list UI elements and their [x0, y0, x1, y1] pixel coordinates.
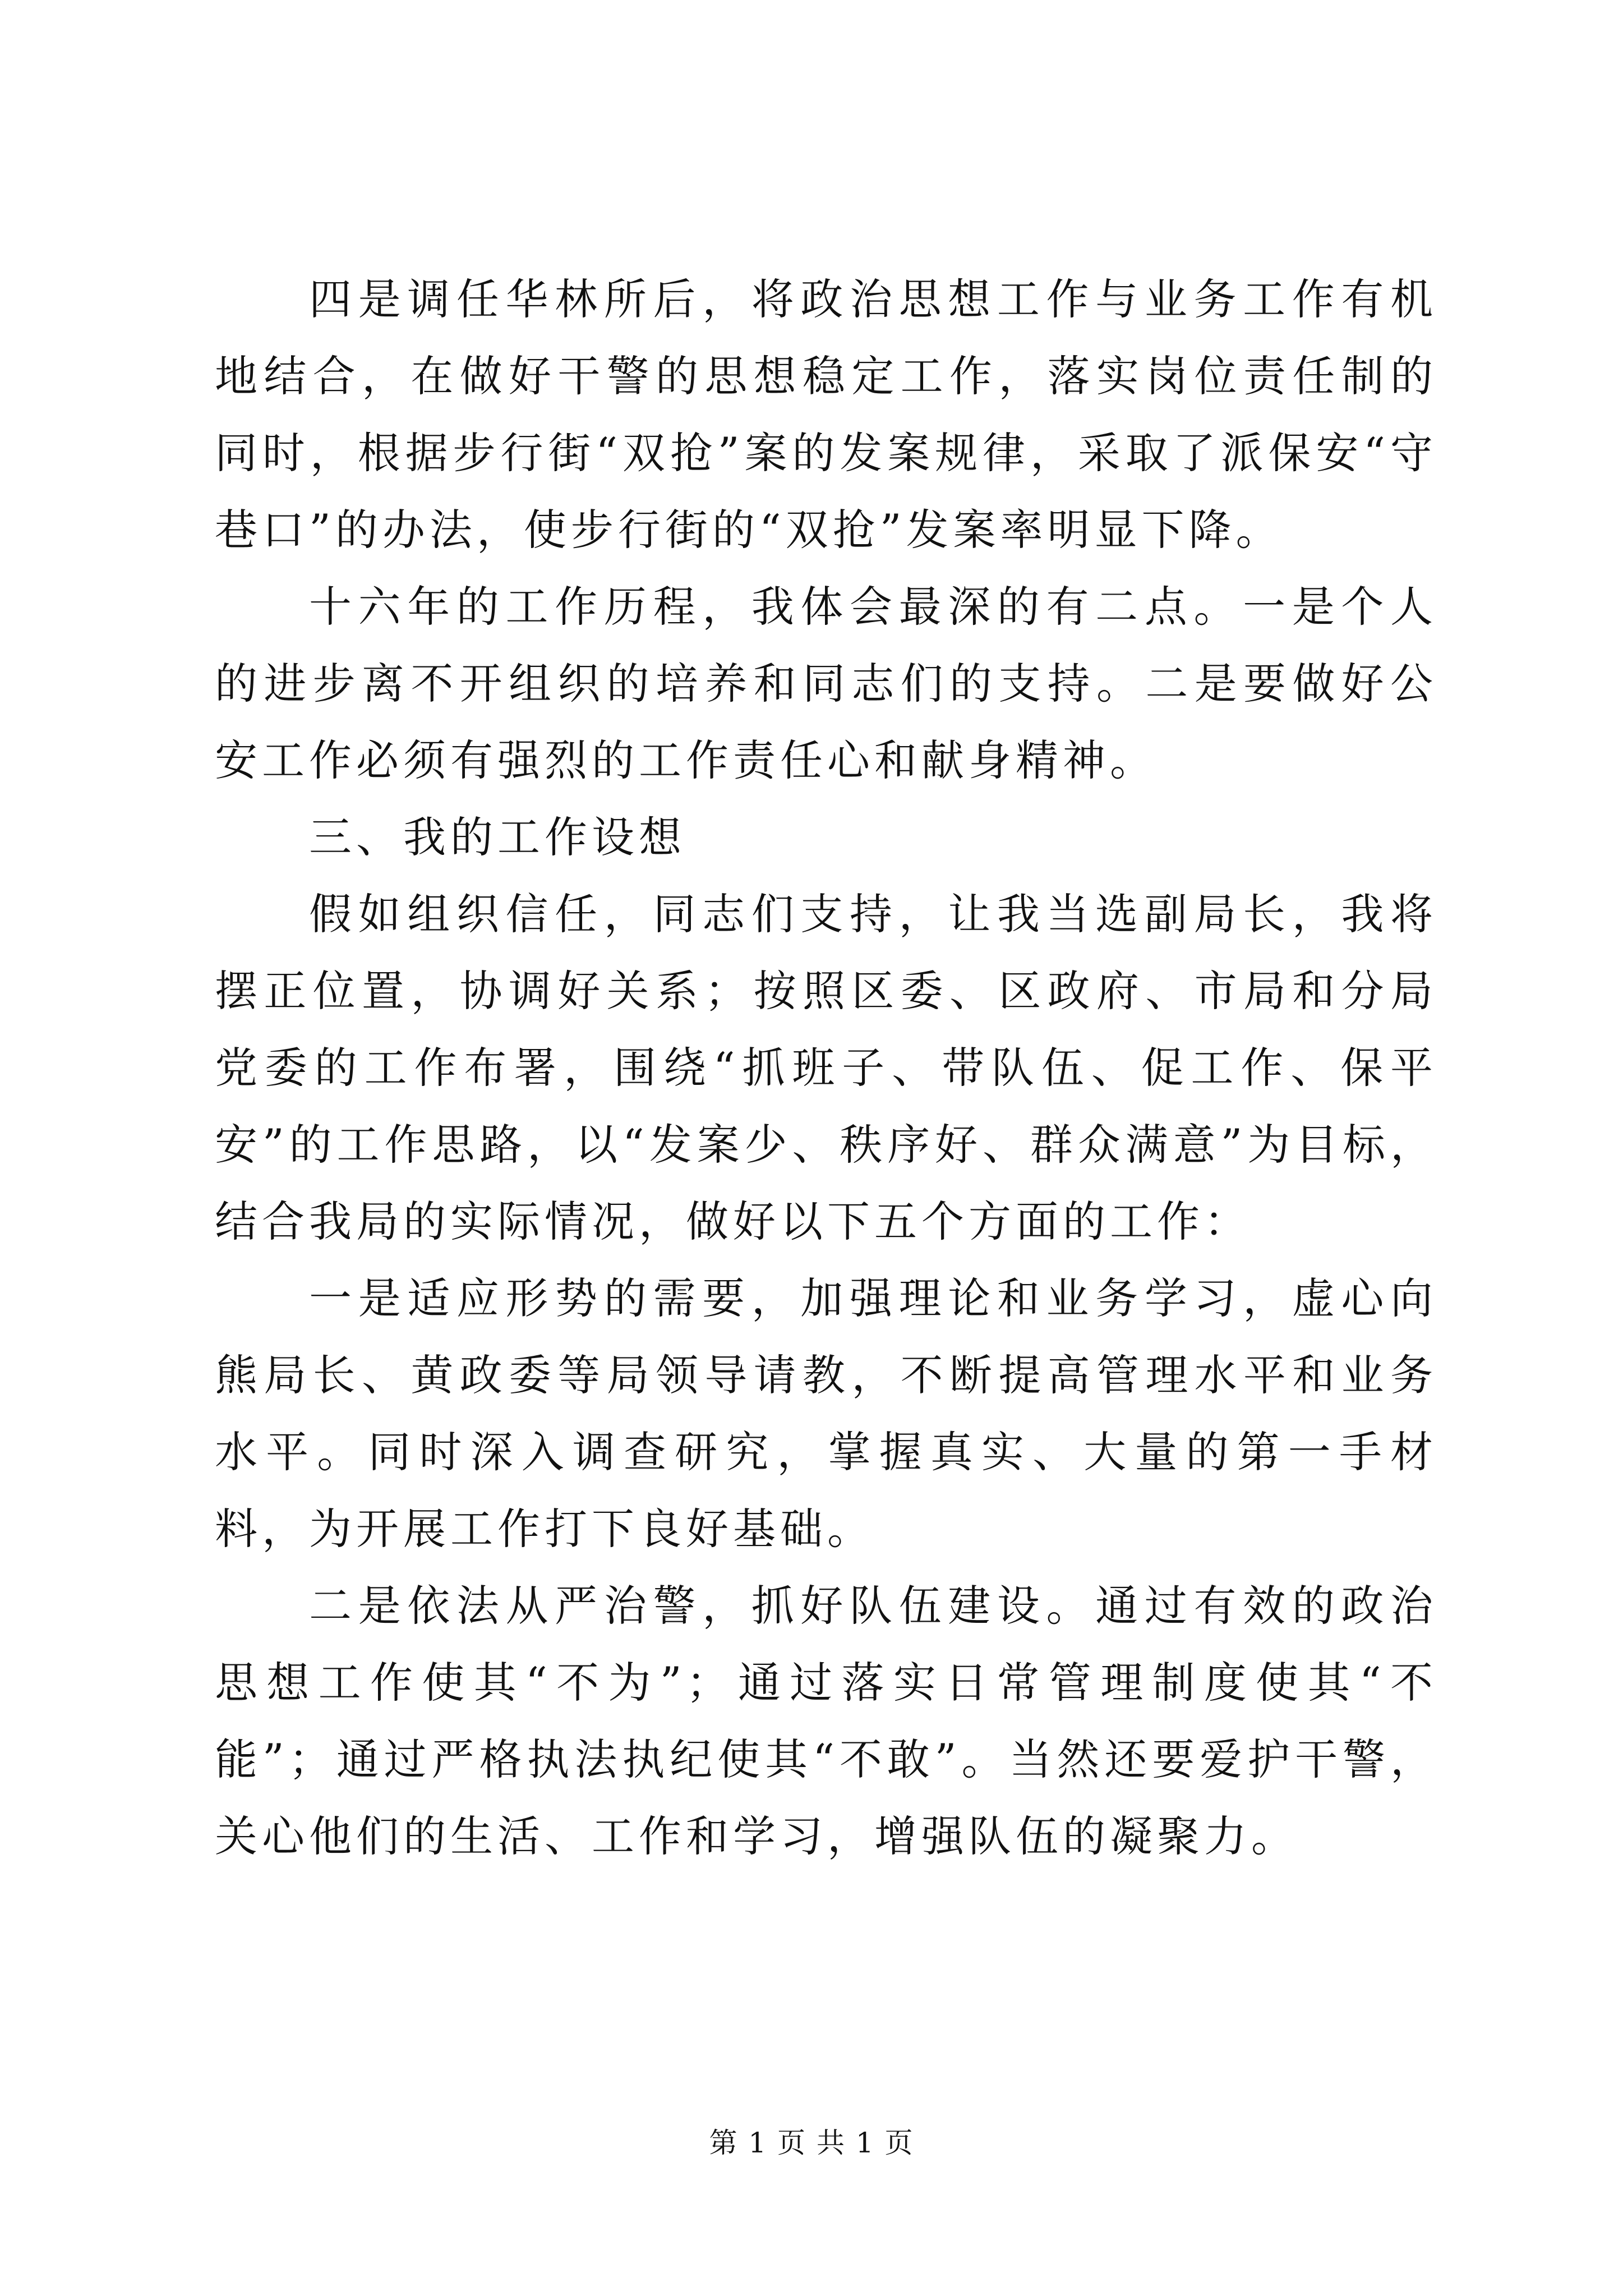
paragraph-2: 十六年的工作历程，我体会最深的有二点。一是个人的进步离不开组织的培养和同志们的支持。二是要做好公安工作必须有强烈的工作责任心和献身精神。 [215, 582, 1437, 785]
paragraph-5: 二是依法从严治警，抓好队伍建设。通过有效的政治思想工作使其“不为”；通过落实日常管理制度使其“不能”；通过严格执法执纪使其“不敢”。当然还要爱护干警，关心他们的生活、工作和学习，增强队伍的凝聚力。 [215, 1581, 1437, 1861]
document-body [215, 261, 1437, 1875]
paragraph-1: 四是调任华林所后，将政治思想工作与业务工作有机地结合，在做好干警的思想稳定工作，落实岗位责任制的同时，根据步行街“双抢”案的发案规律，采取了派保安“守巷口”的办法，使步行街的“双抢”发案率明显下降。 [215, 274, 1437, 555]
paragraph-4: 一是适应形势的需要，加强理论和业务学习，虚心向熊局长、黄政委等局领导请教，不断提高管理水平和业务水平。同时深入调查研究，掌握真实、大量的第一手材料，为开展工作打下良好基础。 [215, 1273, 1437, 1554]
paragraph-3: 假如组织信任，同志们支持，让我当选副局长，我将摆正位置，协调好关系；按照区委、区政府、市局和分局党委的工作布署，围绕“抓班子、带队伍、促工作、保平安”的工作思路，以“发案少、秩序好、群众满意”为目标，结合我局的实际情况，做好以下五个方面的工作： [215, 889, 1437, 1246]
section-heading: 三、我的工作设想 [309, 812, 686, 862]
page-footer: 第 1 页 共 1 页 [709, 2127, 914, 2159]
